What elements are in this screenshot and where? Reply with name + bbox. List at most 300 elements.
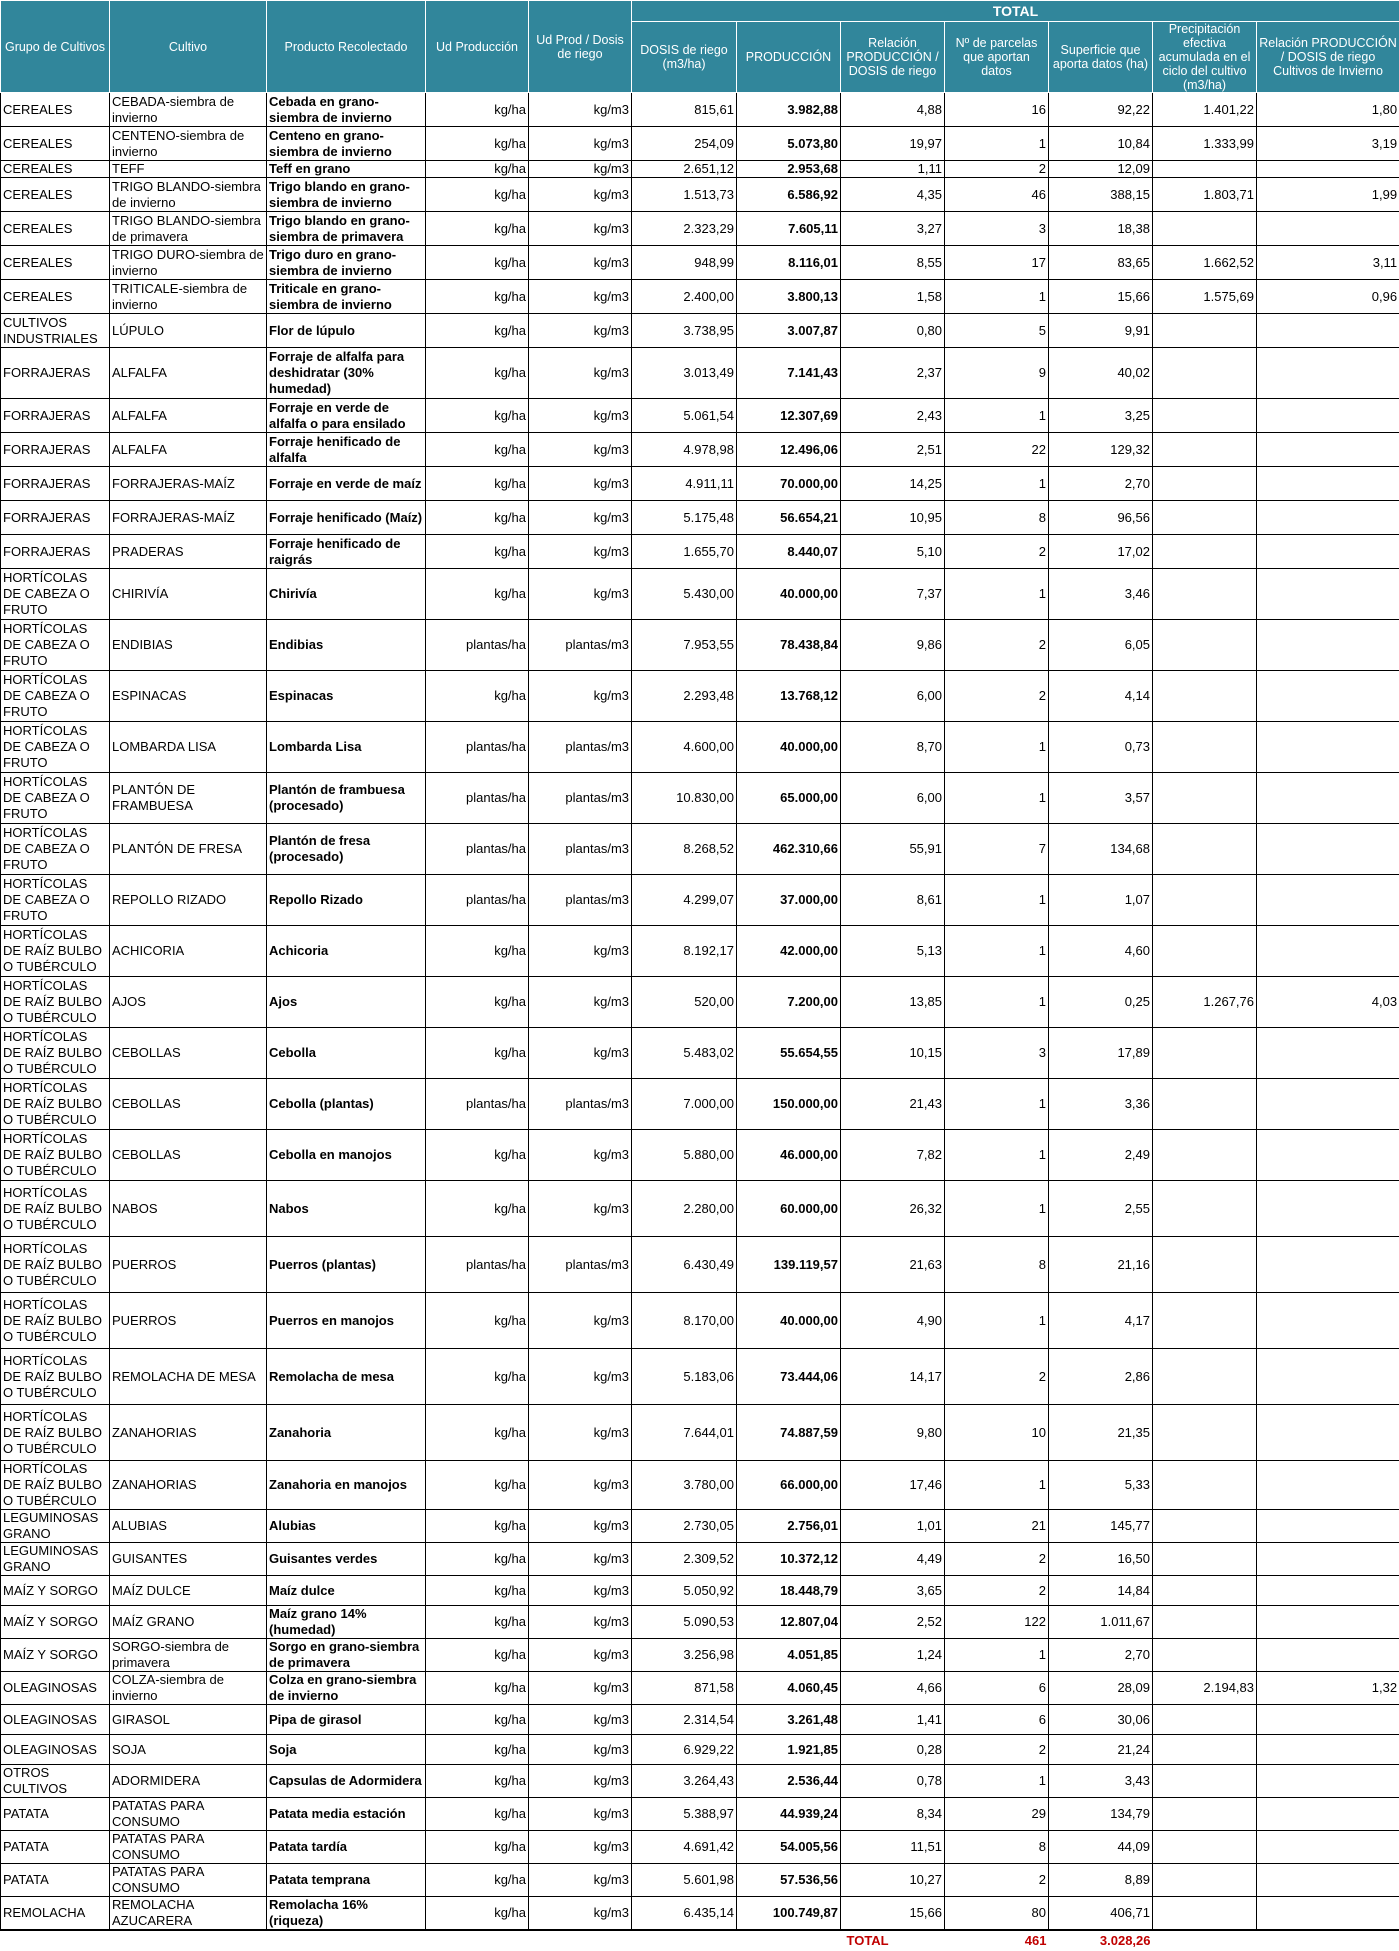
cell-produccion: 150.000,00 bbox=[737, 1079, 841, 1130]
cell-relacion: 10,27 bbox=[841, 1864, 945, 1897]
cell-producto: Patata tardía bbox=[267, 1831, 426, 1864]
cell-produccion: 139.119,57 bbox=[737, 1237, 841, 1293]
col-header-parcelas: Nº de parcelas que aportan datos bbox=[945, 22, 1049, 93]
cell-cultivo: CENTENO-siembra de invierno bbox=[110, 127, 267, 161]
cell-precipitacion: 1.333,99 bbox=[1153, 127, 1257, 161]
cell-parcelas: 2 bbox=[945, 161, 1049, 178]
table-row bbox=[1, 1181, 1399, 1237]
cell-producto: Pipa de girasol bbox=[267, 1705, 426, 1735]
cell-parcelas: 8 bbox=[945, 1237, 1049, 1293]
cell-parcelas: 122 bbox=[945, 1606, 1049, 1639]
col-header-ud-prod-dosis: Ud Prod / Dosis de riego bbox=[529, 1, 632, 93]
cell-relacion: 14,17 bbox=[841, 1349, 945, 1405]
cell-parcelas: 1 bbox=[945, 127, 1049, 161]
cell-cultivo: CHIRIVÍA bbox=[110, 569, 267, 620]
table-row bbox=[1, 926, 1399, 977]
cell-ud-produccion: kg/ha bbox=[426, 1672, 529, 1705]
cell-relacion-invierno bbox=[1257, 1897, 1399, 1931]
cell-superficie: 2,86 bbox=[1049, 1349, 1153, 1405]
cell-dosis: 520,00 bbox=[632, 977, 737, 1028]
cell-dosis: 254,09 bbox=[632, 127, 737, 161]
cell-dosis: 2.730,05 bbox=[632, 1510, 737, 1543]
cell-dosis: 2.293,48 bbox=[632, 671, 737, 722]
cell-produccion: 100.749,87 bbox=[737, 1897, 841, 1931]
cell-relacion-invierno bbox=[1257, 1606, 1399, 1639]
cell-precipitacion bbox=[1153, 1639, 1257, 1672]
cell-precipitacion: 1.803,71 bbox=[1153, 178, 1257, 212]
cell-dosis: 5.430,00 bbox=[632, 569, 737, 620]
cell-relacion: 7,82 bbox=[841, 1130, 945, 1181]
cell-ud-produccion: kg/ha bbox=[426, 127, 529, 161]
cell-parcelas: 1 bbox=[945, 1181, 1049, 1237]
cell-ud-prod-dosis: kg/m3 bbox=[529, 1672, 632, 1705]
cell-precipitacion bbox=[1153, 773, 1257, 824]
cell-relacion: 1,58 bbox=[841, 280, 945, 314]
cell-precipitacion bbox=[1153, 1181, 1257, 1237]
cell-producto: Maíz dulce bbox=[267, 1576, 426, 1606]
cell-relacion: 10,95 bbox=[841, 501, 945, 535]
cell-parcelas: 1 bbox=[945, 1765, 1049, 1798]
cell-dosis: 5.183,06 bbox=[632, 1349, 737, 1405]
cell-ud-prod-dosis: kg/m3 bbox=[529, 1606, 632, 1639]
cell-superficie: 3,43 bbox=[1049, 1765, 1153, 1798]
cell-parcelas: 7 bbox=[945, 824, 1049, 875]
cell-producto: Forraje henificado (Maíz) bbox=[267, 501, 426, 535]
table-body bbox=[1, 93, 1399, 1931]
cell-relacion: 2,43 bbox=[841, 399, 945, 433]
cell-cultivo: FORRAJERAS-MAÍZ bbox=[110, 501, 267, 535]
cell-grupo: HORTÍCOLAS DE CABEZA O FRUTO bbox=[1, 824, 110, 875]
cell-parcelas: 5 bbox=[945, 314, 1049, 348]
cell-relacion: 17,46 bbox=[841, 1461, 945, 1510]
cell-dosis: 3.780,00 bbox=[632, 1461, 737, 1510]
cell-ud-prod-dosis: kg/m3 bbox=[529, 348, 632, 399]
cell-produccion: 40.000,00 bbox=[737, 569, 841, 620]
cell-cultivo: ADORMIDERA bbox=[110, 1765, 267, 1798]
cell-relacion: 6,00 bbox=[841, 773, 945, 824]
cell-relacion-invierno: 1,32 bbox=[1257, 1672, 1399, 1705]
cell-ud-prod-dosis: kg/m3 bbox=[529, 1576, 632, 1606]
cell-relacion-invierno bbox=[1257, 926, 1399, 977]
cell-cultivo: AJOS bbox=[110, 977, 267, 1028]
cell-grupo: CULTIVOS INDUSTRIALES bbox=[1, 314, 110, 348]
cell-relacion-invierno bbox=[1257, 399, 1399, 433]
cell-relacion-invierno bbox=[1257, 1510, 1399, 1543]
col-header-superficie: Superficie que aporta datos (ha) bbox=[1049, 22, 1153, 93]
cell-grupo: HORTÍCOLAS DE RAÍZ BULBO O TUBÉRCULO bbox=[1, 1028, 110, 1079]
cell-precipitacion bbox=[1153, 824, 1257, 875]
cell-relacion: 8,34 bbox=[841, 1798, 945, 1831]
cell-ud-prod-dosis: kg/m3 bbox=[529, 212, 632, 246]
cell-producto: Forraje henificado de alfalfa bbox=[267, 433, 426, 467]
cell-ud-prod-dosis: kg/m3 bbox=[529, 1349, 632, 1405]
cell-precipitacion bbox=[1153, 501, 1257, 535]
cell-ud-produccion: kg/ha bbox=[426, 93, 529, 127]
cell-producto: Soja bbox=[267, 1735, 426, 1765]
cell-dosis: 4.600,00 bbox=[632, 722, 737, 773]
cell-relacion-invierno bbox=[1257, 1293, 1399, 1349]
cell-cultivo: CEBOLLAS bbox=[110, 1079, 267, 1130]
cell-parcelas: 21 bbox=[945, 1510, 1049, 1543]
cell-grupo: HORTÍCOLAS DE RAÍZ BULBO O TUBÉRCULO bbox=[1, 1293, 110, 1349]
cell-relacion: 15,66 bbox=[841, 1897, 945, 1931]
cell-dosis: 4.978,98 bbox=[632, 433, 737, 467]
cell-superficie: 16,50 bbox=[1049, 1543, 1153, 1576]
cell-parcelas: 1 bbox=[945, 926, 1049, 977]
cell-ud-produccion: plantas/ha bbox=[426, 824, 529, 875]
cell-superficie: 21,24 bbox=[1049, 1735, 1153, 1765]
cell-relacion-invierno bbox=[1257, 1798, 1399, 1831]
cell-relacion: 1,11 bbox=[841, 161, 945, 178]
cell-relacion-invierno: 4,03 bbox=[1257, 977, 1399, 1028]
table-row bbox=[1, 671, 1399, 722]
cell-relacion: 1,41 bbox=[841, 1705, 945, 1735]
table-row bbox=[1, 501, 1399, 535]
cell-ud-prod-dosis: plantas/m3 bbox=[529, 875, 632, 926]
cell-ud-produccion: kg/ha bbox=[426, 1897, 529, 1931]
cell-ud-prod-dosis: kg/m3 bbox=[529, 1461, 632, 1510]
cell-produccion: 6.586,92 bbox=[737, 178, 841, 212]
cell-ud-prod-dosis: kg/m3 bbox=[529, 93, 632, 127]
cell-superficie: 129,32 bbox=[1049, 433, 1153, 467]
cell-cultivo: MAÍZ DULCE bbox=[110, 1576, 267, 1606]
cell-cultivo: CEBADA-siembra de invierno bbox=[110, 93, 267, 127]
cell-parcelas: 1 bbox=[945, 722, 1049, 773]
cell-ud-prod-dosis: plantas/m3 bbox=[529, 1237, 632, 1293]
cell-produccion: 70.000,00 bbox=[737, 467, 841, 501]
cell-producto: Cebolla (plantas) bbox=[267, 1079, 426, 1130]
cell-precipitacion bbox=[1153, 1765, 1257, 1798]
cell-relacion-invierno bbox=[1257, 671, 1399, 722]
cell-precipitacion bbox=[1153, 671, 1257, 722]
cell-relacion: 8,55 bbox=[841, 246, 945, 280]
cell-grupo: CEREALES bbox=[1, 178, 110, 212]
cell-relacion: 26,32 bbox=[841, 1181, 945, 1237]
cell-producto: Lombarda Lisa bbox=[267, 722, 426, 773]
cell-relacion-invierno bbox=[1257, 875, 1399, 926]
cell-superficie: 44,09 bbox=[1049, 1831, 1153, 1864]
table-row bbox=[1, 1461, 1399, 1510]
cell-dosis: 5.483,02 bbox=[632, 1028, 737, 1079]
cell-cultivo: ALFALFA bbox=[110, 399, 267, 433]
col-header-total-group: TOTAL bbox=[632, 1, 1399, 22]
cell-precipitacion bbox=[1153, 1831, 1257, 1864]
cell-superficie: 12,09 bbox=[1049, 161, 1153, 178]
cell-ud-produccion: kg/ha bbox=[426, 1798, 529, 1831]
cell-superficie: 9,91 bbox=[1049, 314, 1153, 348]
cell-superficie: 0,73 bbox=[1049, 722, 1153, 773]
cell-superficie: 1.011,67 bbox=[1049, 1606, 1153, 1639]
cell-produccion: 7.200,00 bbox=[737, 977, 841, 1028]
cell-relacion-invierno bbox=[1257, 1237, 1399, 1293]
cell-grupo: MAÍZ Y SORGO bbox=[1, 1606, 110, 1639]
cell-ud-prod-dosis: kg/m3 bbox=[529, 1831, 632, 1864]
cell-grupo: PATATA bbox=[1, 1831, 110, 1864]
cell-relacion-invierno bbox=[1257, 1705, 1399, 1735]
cell-ud-prod-dosis: kg/m3 bbox=[529, 569, 632, 620]
cell-produccion: 8.116,01 bbox=[737, 246, 841, 280]
cell-cultivo: ZANAHORIAS bbox=[110, 1405, 267, 1461]
cell-precipitacion: 1.401,22 bbox=[1153, 93, 1257, 127]
table-row bbox=[1, 1672, 1399, 1705]
cell-produccion: 56.654,21 bbox=[737, 501, 841, 535]
cell-parcelas: 1 bbox=[945, 875, 1049, 926]
cell-producto: Remolacha de mesa bbox=[267, 1349, 426, 1405]
cell-precipitacion bbox=[1153, 1028, 1257, 1079]
cell-grupo: PATATA bbox=[1, 1864, 110, 1897]
cell-dosis: 2.280,00 bbox=[632, 1181, 737, 1237]
cell-dosis: 8.268,52 bbox=[632, 824, 737, 875]
cell-relacion: 8,70 bbox=[841, 722, 945, 773]
cell-ud-prod-dosis: kg/m3 bbox=[529, 161, 632, 178]
cell-grupo: FORRAJERAS bbox=[1, 433, 110, 467]
cell-precipitacion: 1.575,69 bbox=[1153, 280, 1257, 314]
cell-grupo: CEREALES bbox=[1, 246, 110, 280]
cell-relacion: 3,27 bbox=[841, 212, 945, 246]
table-row bbox=[1, 535, 1399, 569]
cell-precipitacion bbox=[1153, 467, 1257, 501]
cell-relacion-invierno bbox=[1257, 569, 1399, 620]
table-row bbox=[1, 127, 1399, 161]
cell-relacion: 21,63 bbox=[841, 1237, 945, 1293]
cell-superficie: 4,60 bbox=[1049, 926, 1153, 977]
cell-cultivo: ESPINACAS bbox=[110, 671, 267, 722]
cell-ud-produccion: kg/ha bbox=[426, 1543, 529, 1576]
table-row bbox=[1, 1130, 1399, 1181]
cell-precipitacion bbox=[1153, 348, 1257, 399]
cell-dosis: 5.050,92 bbox=[632, 1576, 737, 1606]
cell-relacion-invierno bbox=[1257, 824, 1399, 875]
cell-superficie: 5,33 bbox=[1049, 1461, 1153, 1510]
cell-produccion: 4.060,45 bbox=[737, 1672, 841, 1705]
cell-relacion: 21,43 bbox=[841, 1079, 945, 1130]
cell-grupo: OLEAGINOSAS bbox=[1, 1672, 110, 1705]
cell-superficie: 145,77 bbox=[1049, 1510, 1153, 1543]
cell-precipitacion bbox=[1153, 722, 1257, 773]
cell-parcelas: 2 bbox=[945, 1543, 1049, 1576]
cell-grupo: HORTÍCOLAS DE RAÍZ BULBO O TUBÉRCULO bbox=[1, 1079, 110, 1130]
cell-precipitacion bbox=[1153, 1237, 1257, 1293]
cell-ud-prod-dosis: kg/m3 bbox=[529, 1798, 632, 1831]
cell-cultivo: TRIGO BLANDO-siembra de invierno bbox=[110, 178, 267, 212]
cell-ud-produccion: kg/ha bbox=[426, 1028, 529, 1079]
cell-producto: Forraje en verde de alfalfa o para ensilado bbox=[267, 399, 426, 433]
cell-precipitacion: 2.194,83 bbox=[1153, 1672, 1257, 1705]
cell-dosis: 6.430,49 bbox=[632, 1237, 737, 1293]
cell-dosis: 4.691,42 bbox=[632, 1831, 737, 1864]
cell-cultivo: PUERROS bbox=[110, 1237, 267, 1293]
cell-relacion: 4,35 bbox=[841, 178, 945, 212]
table-row bbox=[1, 1705, 1399, 1735]
cell-ud-prod-dosis: kg/m3 bbox=[529, 1705, 632, 1735]
cell-superficie: 2,70 bbox=[1049, 1639, 1153, 1672]
cell-grupo: HORTÍCOLAS DE CABEZA O FRUTO bbox=[1, 569, 110, 620]
cell-ud-produccion: kg/ha bbox=[426, 1606, 529, 1639]
cell-parcelas: 9 bbox=[945, 348, 1049, 399]
cell-ud-produccion: kg/ha bbox=[426, 535, 529, 569]
cell-grupo: LEGUMINOSAS GRANO bbox=[1, 1510, 110, 1543]
cell-producto: Espinacas bbox=[267, 671, 426, 722]
cell-produccion: 42.000,00 bbox=[737, 926, 841, 977]
cell-cultivo: PUERROS bbox=[110, 1293, 267, 1349]
cell-parcelas: 1 bbox=[945, 1130, 1049, 1181]
table-row bbox=[1, 1293, 1399, 1349]
cell-grupo: MAÍZ Y SORGO bbox=[1, 1639, 110, 1672]
cell-ud-produccion: kg/ha bbox=[426, 280, 529, 314]
cell-grupo: HORTÍCOLAS DE CABEZA O FRUTO bbox=[1, 773, 110, 824]
cell-producto: Forraje de alfalfa para deshidratar (30% humedad) bbox=[267, 348, 426, 399]
cell-superficie: 0,25 bbox=[1049, 977, 1153, 1028]
cell-produccion: 3.007,87 bbox=[737, 314, 841, 348]
cell-parcelas: 80 bbox=[945, 1897, 1049, 1931]
cell-relacion: 0,78 bbox=[841, 1765, 945, 1798]
cell-grupo: HORTÍCOLAS DE RAÍZ BULBO O TUBÉRCULO bbox=[1, 1237, 110, 1293]
cell-cultivo: SORGO-siembra de primavera bbox=[110, 1639, 267, 1672]
cell-ud-prod-dosis: kg/m3 bbox=[529, 280, 632, 314]
cell-parcelas: 2 bbox=[945, 1735, 1049, 1765]
cell-relacion: 1,01 bbox=[841, 1510, 945, 1543]
cell-producto: Cebolla bbox=[267, 1028, 426, 1079]
cell-ud-produccion: kg/ha bbox=[426, 314, 529, 348]
cell-relacion-invierno bbox=[1257, 1864, 1399, 1897]
cell-relacion: 5,10 bbox=[841, 535, 945, 569]
cell-ud-prod-dosis: kg/m3 bbox=[529, 1765, 632, 1798]
cell-grupo: REMOLACHA bbox=[1, 1897, 110, 1931]
cell-precipitacion bbox=[1153, 926, 1257, 977]
cell-precipitacion bbox=[1153, 433, 1257, 467]
cell-ud-produccion: plantas/ha bbox=[426, 875, 529, 926]
cell-relacion-invierno: 1,80 bbox=[1257, 93, 1399, 127]
cell-producto: Guisantes verdes bbox=[267, 1543, 426, 1576]
cell-parcelas: 1 bbox=[945, 977, 1049, 1028]
cell-ud-prod-dosis: plantas/m3 bbox=[529, 773, 632, 824]
cell-grupo: HORTÍCOLAS DE RAÍZ BULBO O TUBÉRCULO bbox=[1, 1181, 110, 1237]
table-row bbox=[1, 824, 1399, 875]
cell-superficie: 8,89 bbox=[1049, 1864, 1153, 1897]
cell-grupo: OLEAGINOSAS bbox=[1, 1735, 110, 1765]
table-row bbox=[1, 348, 1399, 399]
table-row bbox=[1, 1798, 1399, 1831]
cell-precipitacion bbox=[1153, 1606, 1257, 1639]
cell-superficie: 134,68 bbox=[1049, 824, 1153, 875]
cell-relacion-invierno bbox=[1257, 535, 1399, 569]
cell-relacion-invierno bbox=[1257, 722, 1399, 773]
cell-produccion: 44.939,24 bbox=[737, 1798, 841, 1831]
cell-ud-prod-dosis: kg/m3 bbox=[529, 1028, 632, 1079]
cell-grupo: HORTÍCOLAS DE RAÍZ BULBO O TUBÉRCULO bbox=[1, 977, 110, 1028]
cell-relacion-invierno bbox=[1257, 1079, 1399, 1130]
table-row bbox=[1, 569, 1399, 620]
cell-dosis: 5.175,48 bbox=[632, 501, 737, 535]
cell-parcelas: 1 bbox=[945, 569, 1049, 620]
cell-ud-produccion: kg/ha bbox=[426, 467, 529, 501]
cell-grupo: CEREALES bbox=[1, 93, 110, 127]
cell-parcelas: 29 bbox=[945, 1798, 1049, 1831]
cell-cultivo: TRIGO DURO-siembra de invierno bbox=[110, 246, 267, 280]
cell-ud-prod-dosis: kg/m3 bbox=[529, 127, 632, 161]
cell-produccion: 12.496,06 bbox=[737, 433, 841, 467]
cell-produccion: 2.756,01 bbox=[737, 1510, 841, 1543]
cell-parcelas: 2 bbox=[945, 671, 1049, 722]
cell-produccion: 46.000,00 bbox=[737, 1130, 841, 1181]
table-row bbox=[1, 1864, 1399, 1897]
cell-ud-produccion: kg/ha bbox=[426, 1461, 529, 1510]
cell-dosis: 7.644,01 bbox=[632, 1405, 737, 1461]
cell-precipitacion bbox=[1153, 1349, 1257, 1405]
table-row bbox=[1, 1639, 1399, 1672]
cell-ud-produccion: kg/ha bbox=[426, 501, 529, 535]
cell-produccion: 54.005,56 bbox=[737, 1831, 841, 1864]
table-row bbox=[1, 1576, 1399, 1606]
cell-ud-prod-dosis: kg/m3 bbox=[529, 467, 632, 501]
cell-precipitacion bbox=[1153, 1079, 1257, 1130]
cell-cultivo: REMOLACHA DE MESA bbox=[110, 1349, 267, 1405]
cell-dosis: 3.264,43 bbox=[632, 1765, 737, 1798]
cell-relacion-invierno bbox=[1257, 1130, 1399, 1181]
cell-relacion: 9,86 bbox=[841, 620, 945, 671]
cell-ud-produccion: kg/ha bbox=[426, 433, 529, 467]
cell-producto: Maíz grano 14% (humedad) bbox=[267, 1606, 426, 1639]
cell-precipitacion: 1.662,52 bbox=[1153, 246, 1257, 280]
cell-produccion: 78.438,84 bbox=[737, 620, 841, 671]
cell-relacion-invierno bbox=[1257, 1831, 1399, 1864]
cell-grupo: HORTÍCOLAS DE CABEZA O FRUTO bbox=[1, 722, 110, 773]
cell-ud-prod-dosis: kg/m3 bbox=[529, 1130, 632, 1181]
cell-superficie: 30,06 bbox=[1049, 1705, 1153, 1735]
table-row bbox=[1, 1765, 1399, 1798]
table-row bbox=[1, 1079, 1399, 1130]
cell-superficie: 6,05 bbox=[1049, 620, 1153, 671]
table-row bbox=[1, 1405, 1399, 1461]
cell-superficie: 1,07 bbox=[1049, 875, 1153, 926]
cell-dosis: 2.651,12 bbox=[632, 161, 737, 178]
col-header-relacion-invierno: Relación PRODUCCIÓN / DOSIS de riego Cultivos de Invierno bbox=[1257, 22, 1399, 93]
cell-relacion-invierno bbox=[1257, 1028, 1399, 1079]
cell-superficie: 28,09 bbox=[1049, 1672, 1153, 1705]
cell-relacion-invierno bbox=[1257, 1735, 1399, 1765]
cell-relacion-invierno bbox=[1257, 1639, 1399, 1672]
cell-precipitacion bbox=[1153, 1130, 1257, 1181]
cell-grupo: HORTÍCOLAS DE CABEZA O FRUTO bbox=[1, 875, 110, 926]
cell-produccion: 8.440,07 bbox=[737, 535, 841, 569]
col-header-ud-produccion: Ud Producción bbox=[426, 1, 529, 93]
cell-grupo: CEREALES bbox=[1, 212, 110, 246]
cell-superficie: 21,35 bbox=[1049, 1405, 1153, 1461]
cell-superficie: 92,22 bbox=[1049, 93, 1153, 127]
table-row bbox=[1, 212, 1399, 246]
cell-ud-produccion: kg/ha bbox=[426, 671, 529, 722]
cell-produccion: 2.953,68 bbox=[737, 161, 841, 178]
total-label: TOTAL bbox=[737, 1930, 945, 1951]
cell-cultivo: CEBOLLAS bbox=[110, 1130, 267, 1181]
cell-dosis: 3.738,95 bbox=[632, 314, 737, 348]
cell-ud-prod-dosis: plantas/m3 bbox=[529, 722, 632, 773]
cell-relacion-invierno: 0,96 bbox=[1257, 280, 1399, 314]
cell-superficie: 17,89 bbox=[1049, 1028, 1153, 1079]
cell-ud-prod-dosis: kg/m3 bbox=[529, 1181, 632, 1237]
cell-grupo: FORRAJERAS bbox=[1, 535, 110, 569]
cell-superficie: 83,65 bbox=[1049, 246, 1153, 280]
table-footer bbox=[1, 1930, 1399, 1951]
table-row bbox=[1, 1028, 1399, 1079]
cell-ud-prod-dosis: kg/m3 bbox=[529, 1864, 632, 1897]
cell-ud-produccion: kg/ha bbox=[426, 1181, 529, 1237]
total-spacer-end bbox=[1153, 1930, 1399, 1951]
table-row bbox=[1, 1831, 1399, 1864]
cell-parcelas: 1 bbox=[945, 280, 1049, 314]
cell-cultivo: ZANAHORIAS bbox=[110, 1461, 267, 1510]
cell-dosis: 5.061,54 bbox=[632, 399, 737, 433]
